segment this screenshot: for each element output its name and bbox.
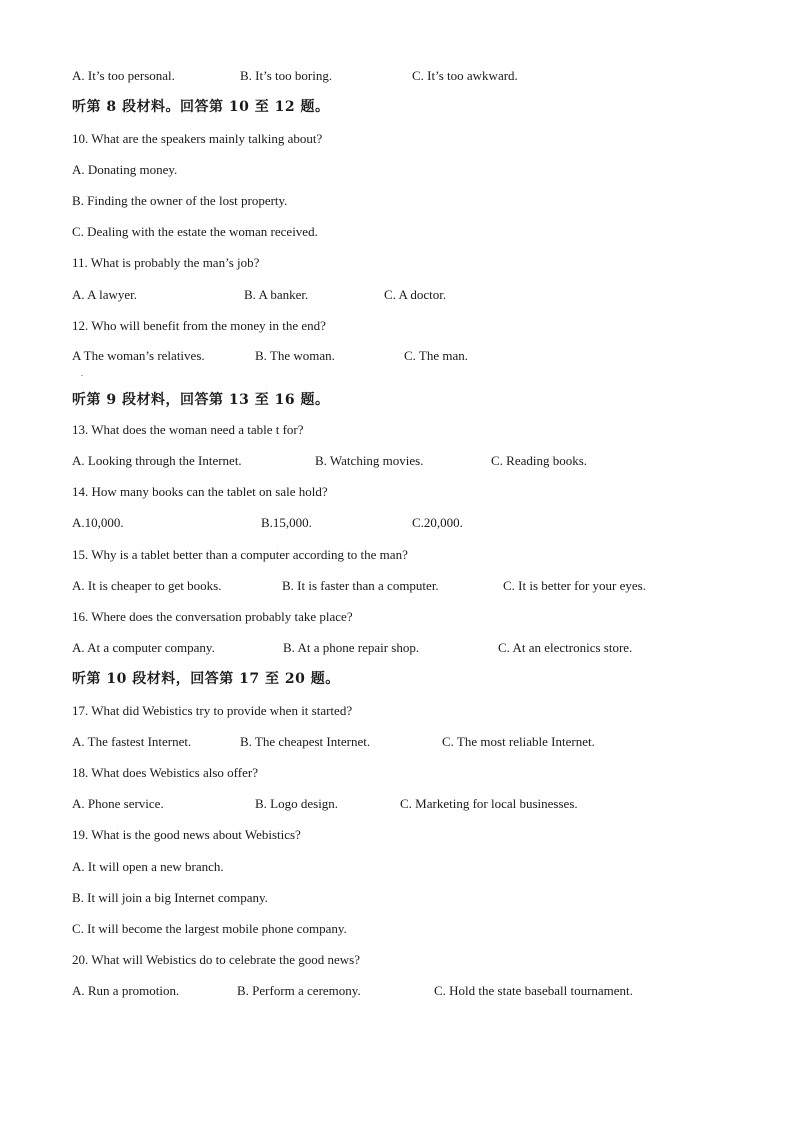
q16-option-c: C. At an electronics store.	[498, 640, 633, 655]
q13-option-a: A. Looking through the Internet.	[72, 453, 242, 468]
q17-option-c: C. The most reliable Internet.	[442, 734, 595, 749]
q13-option-c: C. Reading books.	[491, 453, 588, 468]
q12-option-c: C. The man.	[404, 348, 469, 363]
q10-option-b: B. Finding the owner of the lost property.	[72, 193, 288, 208]
q18-option-c: C. Marketing for local businesses.	[400, 796, 578, 811]
q15-option-b: B. It is faster than a computer.	[282, 578, 439, 593]
section-10-heading: 听第 10 段材料，回答第 17 至 20 题。	[72, 671, 340, 687]
q10-question: 10. What are the speakers mainly talking about?	[72, 131, 323, 146]
q20-option-a: A. Run a promotion.	[72, 983, 180, 998]
q13-option-b: B. Watching movies.	[315, 453, 424, 468]
q16-question: 16. Where does the conversation probably take place?	[72, 609, 353, 624]
q19-option-c: C. It will become the largest mobile phone company.	[72, 921, 347, 936]
q14-option-a: A.10,000.	[72, 515, 124, 530]
stray-mark: .	[81, 369, 83, 378]
q11-option-a: A. A lawyer.	[72, 287, 137, 302]
q12-option-b: B. The woman.	[255, 348, 335, 363]
q12-question: 12. Who will benefit from the money in the end?	[72, 318, 326, 333]
q11-option-c: C. A doctor.	[384, 287, 447, 302]
q11-option-b: B. A banker.	[244, 287, 309, 302]
q20-option-c: C. Hold the state baseball tournament.	[434, 983, 633, 998]
q10-option-c: C. Dealing with the estate the woman received.	[72, 224, 318, 239]
q16-option-b: B. At a phone repair shop.	[283, 640, 420, 655]
section-8-heading: 听第 8 段材料。回答第 10 至 12 题。	[72, 99, 330, 115]
q15-option-a: A. It is cheaper to get books.	[72, 578, 222, 593]
q16-option-a: A. At a computer company.	[72, 640, 215, 655]
q11-question: 11. What is probably the man’s job?	[72, 255, 260, 270]
q14-option-c: C.20,000.	[412, 515, 463, 530]
q12-option-a: A The woman’s relatives.	[72, 348, 205, 363]
q9-option-a: A. It’s too personal.	[72, 68, 175, 83]
q9-option-b: B. It’s too boring.	[240, 68, 333, 83]
q15-question: 15. Why is a tablet better than a computer according to the man?	[72, 547, 408, 562]
q17-option-a: A. The fastest Internet.	[72, 734, 192, 749]
q13-question: 13. What does the woman need a table t for?	[72, 422, 304, 437]
q19-option-a: A. It will open a new branch.	[72, 859, 224, 874]
q14-option-b: B.15,000.	[261, 515, 312, 530]
q9-option-c: C. It’s too awkward.	[412, 68, 518, 83]
q20-question: 20. What will Webistics do to celebrate the good news?	[72, 952, 361, 967]
q14-question: 14. How many books can the tablet on sale hold?	[72, 484, 328, 499]
q18-option-b: B. Logo design.	[255, 796, 339, 811]
q17-question: 17. What did Webistics try to provide when it started?	[72, 703, 353, 718]
section-9-heading: 听第 9 段材料，回答第 13 至 16 题。	[72, 392, 330, 408]
q19-question: 19. What is the good news about Webistics?	[72, 827, 301, 842]
q10-option-a: A. Donating money.	[72, 162, 178, 177]
q19-option-b: B. It will join a big Internet company.	[72, 890, 268, 905]
q18-question: 18. What does Webistics also offer?	[72, 765, 258, 780]
q17-option-b: B. The cheapest Internet.	[240, 734, 371, 749]
q20-option-b: B. Perform a ceremony.	[237, 983, 361, 998]
q18-option-a: A. Phone service.	[72, 796, 164, 811]
q15-option-c: C. It is better for your eyes.	[503, 578, 646, 593]
